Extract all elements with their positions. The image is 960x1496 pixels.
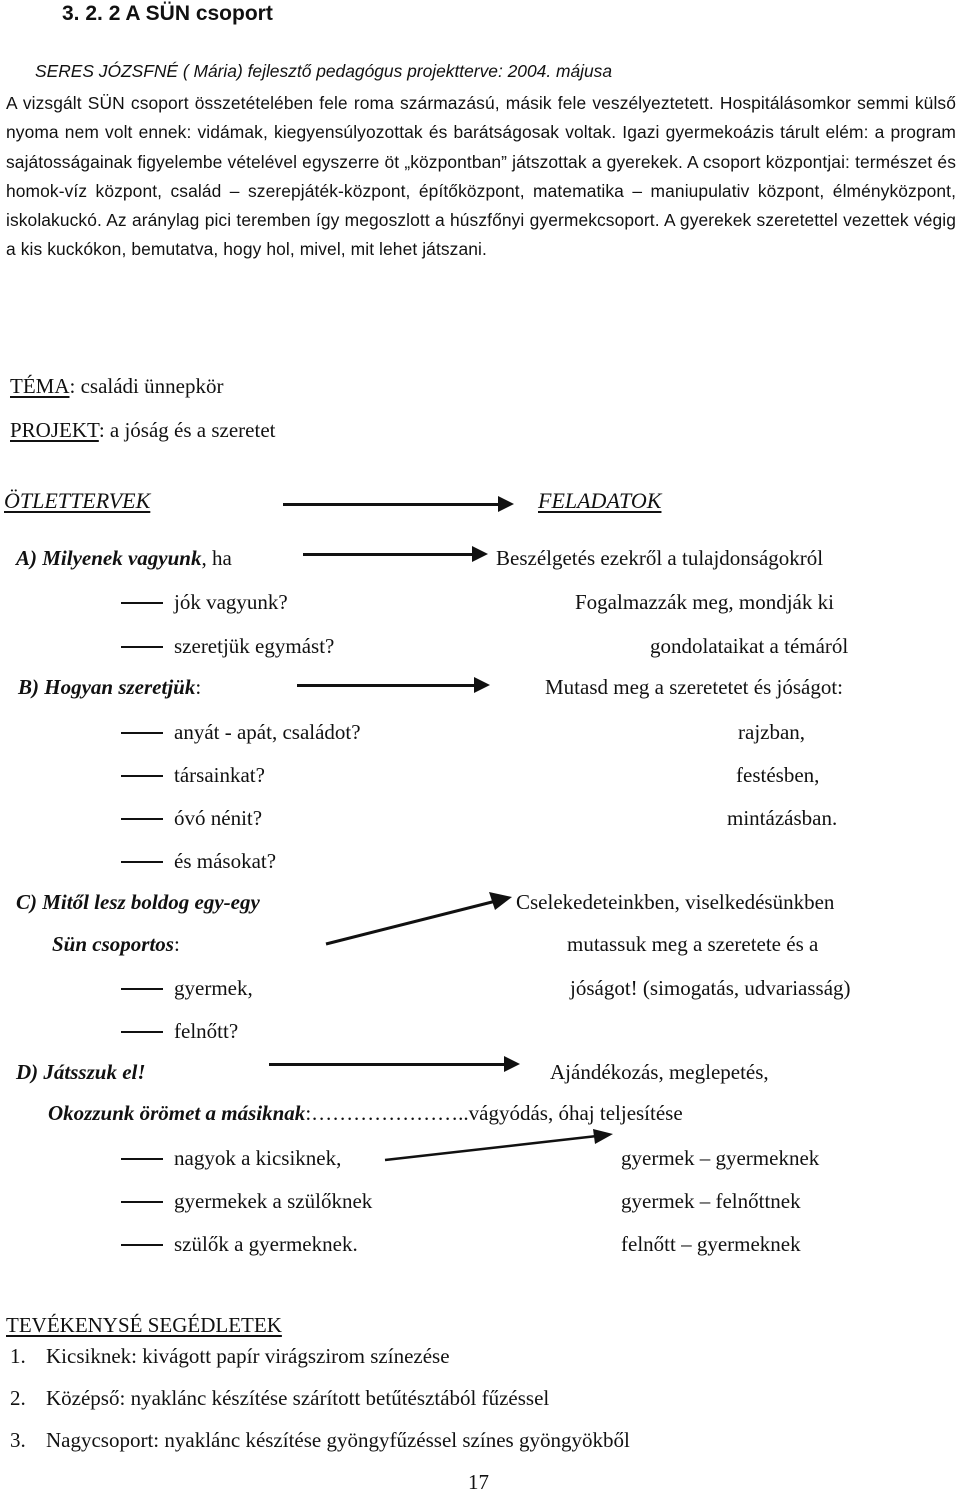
section-d-task-1: Ajándékozás, meglepetés, — [550, 1060, 769, 1084]
section-c-title-2 — [52, 932, 180, 957]
dash-icon — [121, 732, 163, 734]
tools-item-3: Nagycsoport: nyaklánc készítése gyöngyfűzéssel színes gyöngyökből — [46, 1428, 630, 1452]
section-d-item-3: szülők a gyermeknek. — [174, 1232, 358, 1256]
section-b-title — [18, 675, 201, 700]
section-c-item-1: gyermek, — [174, 976, 253, 1000]
section-title: 3. 2. 2 A SÜN csoport — [62, 2, 273, 25]
dash-icon — [121, 1158, 163, 1160]
section-c-title2-text: Sün csoportos — [52, 932, 174, 956]
section-a-task-3: gondolataikat a témáról — [650, 634, 849, 658]
dash-icon — [121, 818, 163, 820]
section-d-item-1: nagyok a kicsiknek, — [174, 1146, 342, 1170]
tools-item-2-num: 2. — [10, 1386, 26, 1410]
tools-heading: TEVÉKENYSÉ SEGÉDLETEK — [6, 1313, 282, 1337]
section-d-title: D) Játsszuk el! — [16, 1060, 146, 1084]
section-d-task-2: gyermek – gyermeknek — [621, 1146, 820, 1170]
section-d-arrow-1-icon — [385, 1126, 625, 1166]
author-line: SERES JÓZSFNÉ ( Mária) fejlesztő pedagógus projektterve: 2004. májusa — [35, 61, 613, 81]
section-b-item-3: óvó nénit? — [174, 806, 263, 830]
dash-icon — [121, 861, 163, 863]
intro-paragraph: A vizsgált SÜN csoport összetételében fele roma származású, másik fele veszélyeztetett. Hospitálásomkor semmi külső nyoma nem volt ennek: vidámak, kiegyensúlyozottak és barátságosak voltak. Igazi gyermekoázis tárult elém: a program sajátosságainak figyelembe vételével egyszerre öt „központban” játszottak a gyerekek. A csoport központjai: természet és homok-víz központ, család – szerepjáték-központ, építőközpont, matematika – maniupulativ központ, élményközpont, iskolakuckó. Az aránylag pici teremben így megoszlott a húszfőnyi gyermekcsoport. A gyerekek szeretettel vezettek végig a kis kuckókon, bemutatva, hogy hol, mivel, mit lehet játszani. — [6, 93, 956, 260]
section-b-task-1: Mutasd meg a szeretetet és jóságot: — [545, 675, 843, 699]
tools-item-2: Középső: nyaklánc készítése szárított betűtésztából fűzéssel — [46, 1386, 550, 1410]
section-c-task-1: Cselekedeteinkben, viselkedésünkben — [516, 890, 835, 914]
header-arrow-icon — [283, 503, 501, 506]
section-c-title: C) Mitől lesz boldog egy-egy — [16, 890, 260, 914]
section-c-task-3: jóságot! (simogatás, udvariasság) — [570, 976, 851, 1000]
feladatok-header: FELADATOK — [538, 488, 662, 513]
projekt-label: PROJEKT — [10, 418, 99, 442]
section-d-task-4: felnőtt – gyermeknek — [621, 1232, 801, 1256]
section-a-title-text: A) Milyenek vagyunk — [16, 546, 202, 570]
dash-icon — [121, 1201, 163, 1203]
section-b-task-2: rajzban, — [738, 720, 806, 744]
projekt-value: : a jóság és a szeretet — [98, 418, 276, 442]
section-d-subtitle-tail: :…………………..vágyódás, óhaj teljesítése — [305, 1101, 683, 1125]
section-a-task-2: Fogalmazzák meg, mondják ki — [575, 590, 834, 614]
section-b-task-3: festésben, — [736, 763, 820, 787]
section-b-suffix: : — [195, 675, 202, 699]
tools-item-1-num: 1. — [10, 1344, 26, 1368]
section-b-arrow-icon — [297, 684, 477, 687]
section-b-title-text: B) Hogyan szeretjük — [18, 675, 196, 699]
section-d-item-2: gyermekek a szülőknek — [174, 1189, 373, 1213]
tema-value: : családi ünnepkör — [69, 374, 224, 398]
dash-icon — [121, 775, 163, 777]
section-c-suffix: : — [173, 932, 180, 956]
section-b-item-1: anyát - apát, családot? — [174, 720, 361, 744]
dash-icon — [121, 646, 163, 648]
dash-icon — [121, 1244, 163, 1246]
projekt-line — [10, 418, 275, 443]
section-b-item-4: és másokat? — [174, 849, 277, 873]
section-a-task-1: Beszélgetés ezekről a tulajdonságokról — [496, 546, 824, 570]
section-a-title — [16, 546, 232, 571]
tools-item-3-num: 3. — [10, 1428, 26, 1452]
tema-label: TÉMA — [10, 374, 70, 398]
section-b-item-2: társainkat? — [174, 763, 265, 787]
section-a-arrow-icon — [303, 553, 475, 556]
section-d-subtitle — [48, 1101, 683, 1126]
section-a-suffix: , ha — [201, 546, 232, 570]
section-a-item-2: szeretjük egymást? — [174, 634, 335, 658]
dash-icon — [121, 988, 163, 990]
section-d-arrow-icon — [269, 1063, 507, 1066]
section-d-task-3: gyermek – felnőttnek — [621, 1189, 801, 1213]
tools-item-1: Kicsiknek: kivágott papír virágszirom színezése — [46, 1344, 450, 1368]
section-a-item-1: jók vagyunk? — [174, 590, 288, 614]
section-c-task-2: mutassuk meg a szeretete és a — [567, 932, 819, 956]
section-c-arrow-icon — [326, 888, 516, 948]
otlettervek-header: ÖTLETTERVEK — [4, 488, 151, 513]
dash-icon — [121, 1031, 163, 1033]
page-number: 17 — [468, 1470, 489, 1494]
tema-line — [10, 374, 223, 399]
dash-icon — [121, 602, 163, 604]
section-b-task-4: mintázásban. — [727, 806, 838, 830]
section-c-item-2: felnőtt? — [174, 1019, 239, 1043]
section-d-subtitle-text: Okozzunk örömet a másiknak — [48, 1101, 306, 1125]
